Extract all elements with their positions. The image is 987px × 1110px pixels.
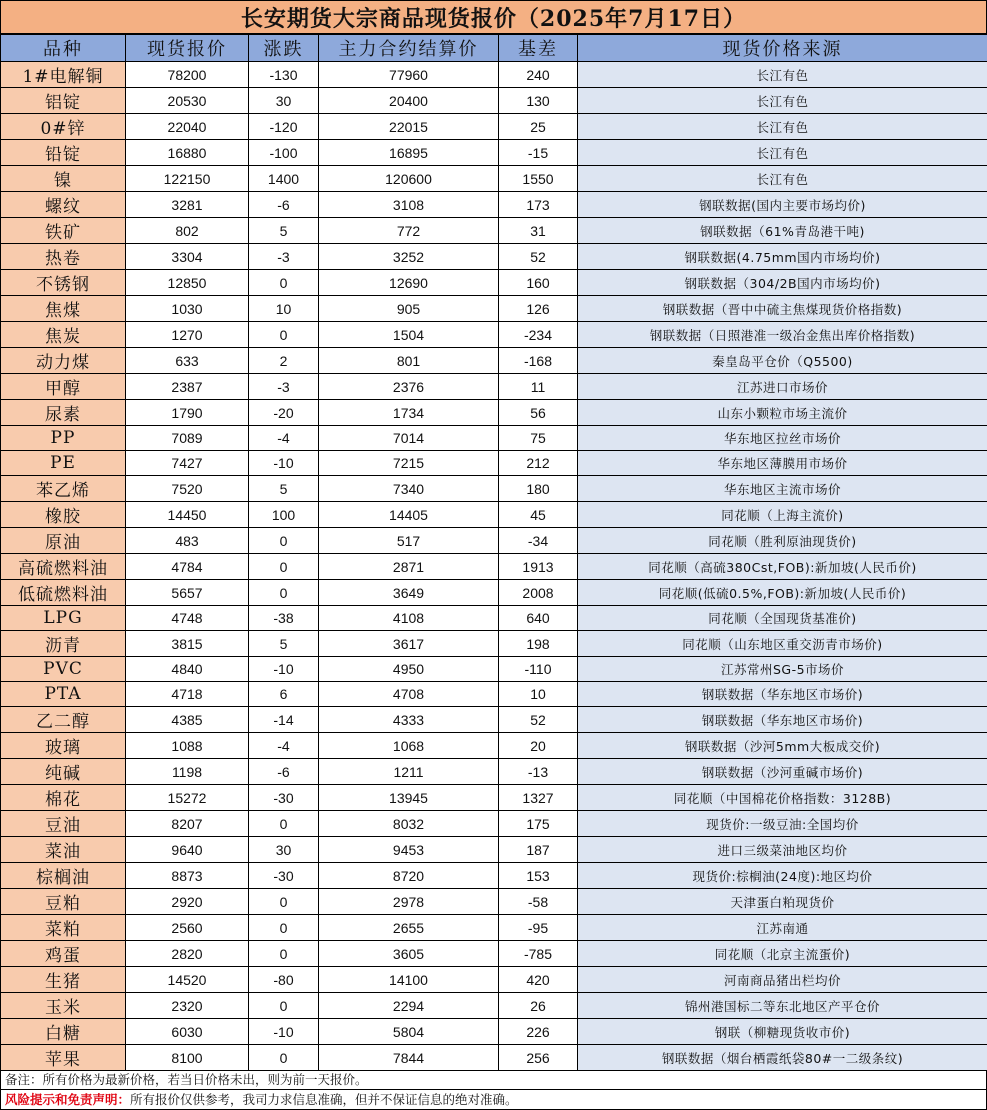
table-row (1, 967, 987, 993)
table-row (1, 580, 987, 606)
source-cell: 同花顺（上海主流价) (578, 502, 987, 528)
variety-cell: 玻璃 (1, 733, 126, 759)
change-cell: 0 (249, 993, 319, 1019)
table-row (1, 707, 987, 733)
variety-cell: PE (1, 451, 126, 476)
source-cell: 现货价:一级豆油:全国均价 (578, 811, 987, 837)
basis-cell: -15 (499, 140, 578, 166)
spot-price-cell: 8873 (126, 863, 249, 889)
basis-cell: 153 (499, 863, 578, 889)
change-cell: -100 (249, 140, 319, 166)
basis-cell: 130 (499, 88, 578, 114)
table-row (1, 837, 987, 863)
settlement-cell: 8032 (319, 811, 499, 837)
table-row (1, 140, 987, 166)
basis-cell: 56 (499, 400, 578, 426)
variety-cell: 棉花 (1, 785, 126, 811)
settlement-cell: 12690 (319, 270, 499, 296)
spot-price-cell: 12850 (126, 270, 249, 296)
settlement-cell: 1734 (319, 400, 499, 426)
header-source: 现货价格来源 (578, 35, 987, 62)
source-cell: 现货价:棕榈油(24度):地区均价 (578, 863, 987, 889)
spot-price-cell: 483 (126, 528, 249, 554)
change-cell: -10 (249, 451, 319, 476)
settlement-cell: 8720 (319, 863, 499, 889)
change-cell: 0 (249, 322, 319, 348)
spot-price-cell: 16880 (126, 140, 249, 166)
variety-cell: 低硫燃料油 (1, 580, 126, 606)
spot-price-cell: 7427 (126, 451, 249, 476)
spot-price-cell: 78200 (126, 62, 249, 88)
spot-price-cell: 15272 (126, 785, 249, 811)
settlement-cell: 905 (319, 296, 499, 322)
table-row (1, 785, 987, 811)
table-row (1, 1019, 987, 1045)
variety-cell: 玉米 (1, 993, 126, 1019)
basis-cell: 1913 (499, 554, 578, 580)
change-cell: 0 (249, 580, 319, 606)
change-cell: -30 (249, 863, 319, 889)
change-cell: -3 (249, 374, 319, 400)
change-cell: -38 (249, 606, 319, 631)
settlement-cell: 517 (319, 528, 499, 554)
source-cell: 钢联（柳糖现货收市价) (578, 1019, 987, 1045)
change-cell: -4 (249, 733, 319, 759)
variety-cell: 铝锭 (1, 88, 126, 114)
variety-cell: PVC (1, 657, 126, 682)
basis-cell: 10 (499, 682, 578, 707)
basis-cell: -58 (499, 889, 578, 915)
settlement-cell: 5804 (319, 1019, 499, 1045)
source-cell: 钢联数据（61%青岛港干吨) (578, 218, 987, 244)
basis-cell: 2008 (499, 580, 578, 606)
source-cell: 同花顺（中国棉花价格指数：3128B) (578, 785, 987, 811)
settlement-cell: 13945 (319, 785, 499, 811)
basis-cell: 198 (499, 631, 578, 657)
source-cell: 华东地区拉丝市场价 (578, 426, 987, 451)
spot-price-cell: 2560 (126, 915, 249, 941)
source-cell: 秦皇岛平仓价（Q5500) (578, 348, 987, 374)
change-cell: -6 (249, 759, 319, 785)
basis-cell: 256 (499, 1045, 578, 1071)
table-row (1, 863, 987, 889)
price-table (0, 34, 987, 1071)
table-row (1, 993, 987, 1019)
spot-price-cell: 8100 (126, 1045, 249, 1071)
change-cell: 5 (249, 218, 319, 244)
footnote: 备注：所有价格为最新价格，若当日价格未出，则为前一天报价。 (0, 1071, 987, 1090)
basis-cell: 420 (499, 967, 578, 993)
spot-price-cell: 4840 (126, 657, 249, 682)
settlement-cell: 1068 (319, 733, 499, 759)
variety-cell: 甲醇 (1, 374, 126, 400)
basis-cell: -13 (499, 759, 578, 785)
table-row (1, 889, 987, 915)
table-row (1, 322, 987, 348)
settlement-cell: 22015 (319, 114, 499, 140)
settlement-cell: 2376 (319, 374, 499, 400)
source-cell: 钢联数据（晋中中硫主焦煤现货价格指数) (578, 296, 987, 322)
change-cell: -6 (249, 192, 319, 218)
spot-price-cell: 14450 (126, 502, 249, 528)
source-cell: 同花顺（胜利原油现货价) (578, 528, 987, 554)
table-row (1, 270, 987, 296)
spot-price-cell: 802 (126, 218, 249, 244)
basis-cell: -785 (499, 941, 578, 967)
settlement-cell: 1211 (319, 759, 499, 785)
change-cell: 0 (249, 915, 319, 941)
variety-cell: 0#锌 (1, 114, 126, 140)
source-cell: 钢联数据(国内主要市场均价) (578, 192, 987, 218)
header-change: 涨跌 (249, 35, 319, 62)
source-cell: 华东地区主流市场价 (578, 476, 987, 502)
table-row (1, 657, 987, 682)
basis-cell: 126 (499, 296, 578, 322)
basis-cell: -95 (499, 915, 578, 941)
basis-cell: 160 (499, 270, 578, 296)
basis-cell: 640 (499, 606, 578, 631)
settlement-cell: 7215 (319, 451, 499, 476)
header-settlement: 主力合约结算价 (319, 35, 499, 62)
table-row (1, 192, 987, 218)
variety-cell: 苹果 (1, 1045, 126, 1071)
change-cell: -10 (249, 657, 319, 682)
source-cell: 同花顺(低硫0.5%,FOB):新加坡(人民币价) (578, 580, 987, 606)
change-cell: 0 (249, 811, 319, 837)
spot-price-cell: 5657 (126, 580, 249, 606)
variety-cell: 橡胶 (1, 502, 126, 528)
variety-cell: 苯乙烯 (1, 476, 126, 502)
settlement-cell: 77960 (319, 62, 499, 88)
settlement-cell: 9453 (319, 837, 499, 863)
source-cell: 江苏常州SG-5市场价 (578, 657, 987, 682)
header-row (1, 35, 987, 62)
basis-cell: 26 (499, 993, 578, 1019)
table-row (1, 554, 987, 580)
source-cell: 天津蛋白粕现货价 (578, 889, 987, 915)
table-row (1, 915, 987, 941)
basis-cell: 52 (499, 707, 578, 733)
variety-cell: 沥青 (1, 631, 126, 657)
table-row (1, 348, 987, 374)
change-cell: -30 (249, 785, 319, 811)
variety-cell: 焦煤 (1, 296, 126, 322)
variety-cell: 热卷 (1, 244, 126, 270)
settlement-cell: 1504 (319, 322, 499, 348)
change-cell: 0 (249, 270, 319, 296)
basis-cell: 11 (499, 374, 578, 400)
source-cell: 长江有色 (578, 114, 987, 140)
source-cell: 长江有色 (578, 166, 987, 192)
source-cell: 山东小颗粒市场主流价 (578, 400, 987, 426)
table-row (1, 218, 987, 244)
header-basis: 基差 (499, 35, 578, 62)
settlement-cell: 2294 (319, 993, 499, 1019)
change-cell: -130 (249, 62, 319, 88)
header-variety: 品种 (1, 35, 126, 62)
table-row (1, 374, 987, 400)
settlement-cell: 3108 (319, 192, 499, 218)
source-cell: 长江有色 (578, 88, 987, 114)
variety-cell: 动力煤 (1, 348, 126, 374)
source-cell: 长江有色 (578, 62, 987, 88)
spot-price-cell: 7520 (126, 476, 249, 502)
basis-cell: 31 (499, 218, 578, 244)
spot-price-cell: 2820 (126, 941, 249, 967)
change-cell: -3 (249, 244, 319, 270)
basis-cell: 187 (499, 837, 578, 863)
change-cell: 30 (249, 88, 319, 114)
table-row (1, 166, 987, 192)
source-cell: 钢联数据（304/2B国内市场均价) (578, 270, 987, 296)
settlement-cell: 3617 (319, 631, 499, 657)
table-row (1, 682, 987, 707)
table-row (1, 1045, 987, 1071)
source-cell: 钢联数据（日照港准一级冶金焦出库价格指数) (578, 322, 987, 348)
settlement-cell: 3649 (319, 580, 499, 606)
settlement-cell: 7844 (319, 1045, 499, 1071)
source-cell: 同花顺（北京主流蛋价) (578, 941, 987, 967)
risk-label: 风险提示和免责声明： (5, 1092, 130, 1107)
basis-cell: -34 (499, 528, 578, 554)
settlement-cell: 2655 (319, 915, 499, 941)
variety-cell: 高硫燃料油 (1, 554, 126, 580)
table-row (1, 759, 987, 785)
change-cell: -10 (249, 1019, 319, 1045)
spot-price-cell: 1030 (126, 296, 249, 322)
source-cell: 同花顺（高硫380Cst,FOB):新加坡(人民币价) (578, 554, 987, 580)
settlement-cell: 4950 (319, 657, 499, 682)
source-cell: 进口三级菜油地区均价 (578, 837, 987, 863)
variety-cell: 1#电解铜 (1, 62, 126, 88)
change-cell: 0 (249, 528, 319, 554)
change-cell: 30 (249, 837, 319, 863)
spot-price-cell: 14520 (126, 967, 249, 993)
spot-price-cell: 3815 (126, 631, 249, 657)
variety-cell: 豆粕 (1, 889, 126, 915)
spot-price-cell: 22040 (126, 114, 249, 140)
change-cell: 5 (249, 631, 319, 657)
spot-price-cell: 4385 (126, 707, 249, 733)
settlement-cell: 14100 (319, 967, 499, 993)
source-cell: 锦州港国标二等东北地区产平仓价 (578, 993, 987, 1019)
spot-price-cell: 1088 (126, 733, 249, 759)
table-row (1, 426, 987, 451)
spot-price-cell: 2387 (126, 374, 249, 400)
basis-cell: 1327 (499, 785, 578, 811)
change-cell: 0 (249, 889, 319, 915)
basis-cell: 25 (499, 114, 578, 140)
table-row (1, 476, 987, 502)
spot-price-cell: 20530 (126, 88, 249, 114)
settlement-cell: 7014 (319, 426, 499, 451)
variety-cell: 菜粕 (1, 915, 126, 941)
variety-cell: 菜油 (1, 837, 126, 863)
table-row (1, 62, 987, 88)
table-row (1, 400, 987, 426)
variety-cell: 棕榈油 (1, 863, 126, 889)
variety-cell: PTA (1, 682, 126, 707)
variety-cell: 镍 (1, 166, 126, 192)
change-cell: 2 (249, 348, 319, 374)
change-cell: 100 (249, 502, 319, 528)
source-cell: 华东地区薄膜用市场价 (578, 451, 987, 476)
variety-cell: 鸡蛋 (1, 941, 126, 967)
variety-cell: 焦炭 (1, 322, 126, 348)
spot-price-cell: 3304 (126, 244, 249, 270)
variety-cell: 生猪 (1, 967, 126, 993)
spot-price-cell: 3281 (126, 192, 249, 218)
source-cell: 同花顺（全国现货基准价) (578, 606, 987, 631)
spot-price-cell: 1270 (126, 322, 249, 348)
basis-cell: 20 (499, 733, 578, 759)
basis-cell: 180 (499, 476, 578, 502)
table-row (1, 88, 987, 114)
settlement-cell: 120600 (319, 166, 499, 192)
table-row (1, 502, 987, 528)
basis-cell: 212 (499, 451, 578, 476)
spot-price-cell: 2920 (126, 889, 249, 915)
spot-price-cell: 4718 (126, 682, 249, 707)
variety-cell: 尿素 (1, 400, 126, 426)
spot-price-cell: 1198 (126, 759, 249, 785)
basis-cell: 175 (499, 811, 578, 837)
variety-cell: PP (1, 426, 126, 451)
settlement-cell: 4708 (319, 682, 499, 707)
change-cell: 10 (249, 296, 319, 322)
variety-cell: 白糖 (1, 1019, 126, 1045)
variety-cell: 铅锭 (1, 140, 126, 166)
source-cell: 江苏进口市场价 (578, 374, 987, 400)
spot-price-cell: 6030 (126, 1019, 249, 1045)
settlement-cell: 14405 (319, 502, 499, 528)
spot-price-cell: 4748 (126, 606, 249, 631)
source-cell: 长江有色 (578, 140, 987, 166)
source-cell: 钢联数据（华东地区市场价) (578, 682, 987, 707)
variety-cell: 不锈钢 (1, 270, 126, 296)
variety-cell: 豆油 (1, 811, 126, 837)
table-body (1, 62, 987, 1071)
source-cell: 钢联数据（烟台栖霞纸袋80#一二级条纹) (578, 1045, 987, 1071)
variety-cell: 乙二醇 (1, 707, 126, 733)
sheet-title: 长安期货大宗商品现货报价（2025年7月17日） (0, 0, 987, 34)
spot-price-cell: 9640 (126, 837, 249, 863)
basis-cell: 75 (499, 426, 578, 451)
change-cell: 0 (249, 554, 319, 580)
table-row (1, 244, 987, 270)
spot-price-cell: 8207 (126, 811, 249, 837)
settlement-cell: 16895 (319, 140, 499, 166)
change-cell: -20 (249, 400, 319, 426)
settlement-cell: 20400 (319, 88, 499, 114)
source-cell: 江苏南通 (578, 915, 987, 941)
basis-cell: 240 (499, 62, 578, 88)
source-cell: 同花顺（山东地区重交沥青市场价) (578, 631, 987, 657)
basis-cell: -110 (499, 657, 578, 682)
source-cell: 钢联数据(4.75mm国内市场均价) (578, 244, 987, 270)
change-cell: -120 (249, 114, 319, 140)
change-cell: 6 (249, 682, 319, 707)
table-row (1, 114, 987, 140)
spot-price-cell: 122150 (126, 166, 249, 192)
risk-text: 所有报价仅供参考，我司力求信息准确，但并不保证信息的绝对准确。 (130, 1092, 518, 1107)
change-cell: -4 (249, 426, 319, 451)
table-row (1, 528, 987, 554)
spot-price-cell: 7089 (126, 426, 249, 451)
basis-cell: 52 (499, 244, 578, 270)
settlement-cell: 7340 (319, 476, 499, 502)
variety-cell: LPG (1, 606, 126, 631)
change-cell: -14 (249, 707, 319, 733)
source-cell: 钢联数据（华东地区市场价) (578, 707, 987, 733)
spot-price-cell: 2320 (126, 993, 249, 1019)
risk-disclaimer (0, 1090, 987, 1110)
settlement-cell: 3252 (319, 244, 499, 270)
variety-cell: 纯碱 (1, 759, 126, 785)
basis-cell: 1550 (499, 166, 578, 192)
source-cell: 钢联数据（沙河重碱市场价) (578, 759, 987, 785)
table-row (1, 606, 987, 631)
table-row (1, 296, 987, 322)
table-row (1, 941, 987, 967)
spot-price-cell: 633 (126, 348, 249, 374)
settlement-cell: 2871 (319, 554, 499, 580)
settlement-cell: 4333 (319, 707, 499, 733)
settlement-cell: 4108 (319, 606, 499, 631)
basis-cell: 173 (499, 192, 578, 218)
change-cell: 5 (249, 476, 319, 502)
basis-cell: -234 (499, 322, 578, 348)
variety-cell: 铁矿 (1, 218, 126, 244)
variety-cell: 原油 (1, 528, 126, 554)
variety-cell: 螺纹 (1, 192, 126, 218)
table-row (1, 733, 987, 759)
change-cell: 0 (249, 1045, 319, 1071)
change-cell: 0 (249, 941, 319, 967)
change-cell: 1400 (249, 166, 319, 192)
settlement-cell: 772 (319, 218, 499, 244)
settlement-cell: 3605 (319, 941, 499, 967)
settlement-cell: 801 (319, 348, 499, 374)
basis-cell: -168 (499, 348, 578, 374)
source-cell: 河南商品猪出栏均价 (578, 967, 987, 993)
table-row (1, 811, 987, 837)
header-spot-price: 现货报价 (126, 35, 249, 62)
source-cell: 钢联数据（沙河5mm大板成交价) (578, 733, 987, 759)
settlement-cell: 2978 (319, 889, 499, 915)
spot-price-cell: 4784 (126, 554, 249, 580)
spot-price-cell: 1790 (126, 400, 249, 426)
table-row (1, 451, 987, 476)
table-row (1, 631, 987, 657)
basis-cell: 226 (499, 1019, 578, 1045)
change-cell: -80 (249, 967, 319, 993)
basis-cell: 45 (499, 502, 578, 528)
